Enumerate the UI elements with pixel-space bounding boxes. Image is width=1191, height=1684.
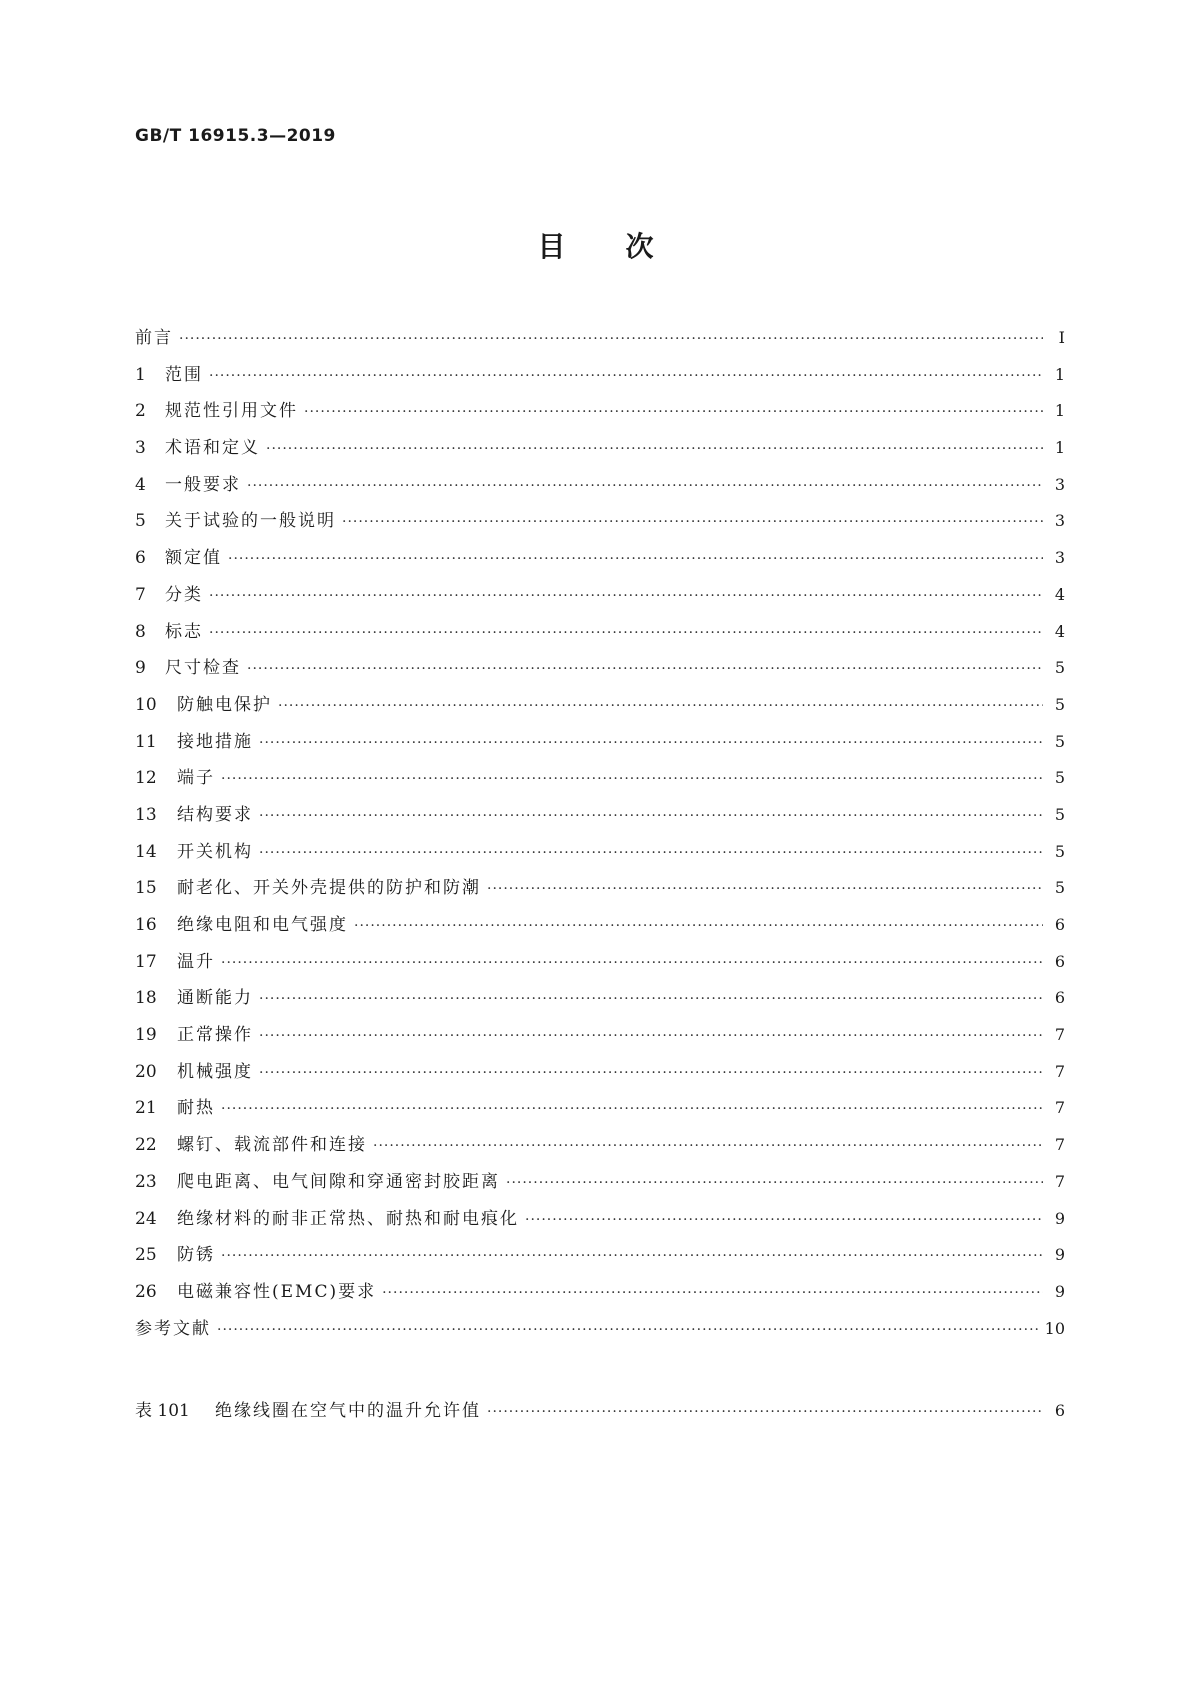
dot-leader (209, 615, 1043, 652)
toc-entry[interactable] (135, 503, 1065, 540)
toc-page: 5 (1054, 804, 1065, 824)
toc-page: 9 (1054, 1281, 1065, 1301)
toc-entry[interactable] (135, 430, 1065, 467)
toc-label: 防锈 (177, 1245, 215, 1266)
toc-label: 参考文献 (135, 1318, 211, 1339)
toc-number: 8 (135, 621, 146, 642)
toc-label: 规范性引用文件 (165, 401, 298, 422)
toc-number: 21 (135, 1098, 157, 1119)
toc-page: 3 (1054, 548, 1065, 568)
toc-label: 耐热 (177, 1098, 215, 1119)
page-title: 目次 (537, 230, 714, 263)
toc-page: 7 (1054, 1025, 1065, 1045)
toc-number: 12 (135, 768, 157, 789)
toc-number: 9 (135, 658, 146, 679)
toc-number: 23 (135, 1171, 157, 1192)
toc-entry[interactable] (135, 540, 1065, 577)
toc-entry[interactable] (135, 834, 1065, 871)
toc-label: 结构要求 (177, 804, 253, 825)
toc-number: 16 (135, 915, 157, 935)
toc-page: 7 (1054, 1098, 1065, 1118)
dot-leader (506, 1165, 1043, 1202)
table-entry[interactable] (135, 1393, 1065, 1430)
dot-leader (487, 1394, 1043, 1431)
toc-number: 26 (135, 1281, 157, 1302)
dot-leader (487, 871, 1043, 908)
toc-page: 7 (1054, 1061, 1065, 1081)
toc-number: 25 (135, 1245, 157, 1266)
toc-number: 2 (135, 401, 146, 422)
toc-entry[interactable] (135, 907, 1065, 944)
toc-page: 6 (1054, 988, 1065, 1008)
toc-number: 6 (135, 548, 146, 569)
toc-number: 11 (135, 731, 157, 752)
toc-number: 13 (135, 804, 157, 825)
toc-entry[interactable] (135, 687, 1065, 724)
toc-entry[interactable] (135, 1127, 1065, 1164)
toc-label: 绝缘材料的耐非正常热、耐热和耐电痕化 (177, 1208, 519, 1229)
toc-label: 前言 (135, 328, 173, 348)
toc-label: 标志 (165, 621, 203, 642)
table-label: 绝缘线圈在空气中的温升允许值 (215, 1401, 481, 1421)
toc-page: 9 (1054, 1208, 1065, 1228)
toc-number: 15 (135, 878, 157, 899)
toc-page: 3 (1054, 511, 1065, 531)
toc-page: 5 (1054, 694, 1065, 714)
dot-leader (221, 761, 1043, 798)
toc-entry[interactable] (135, 1274, 1065, 1311)
dot-leader (382, 1275, 1043, 1312)
table-page: 6 (1054, 1401, 1065, 1420)
toc-page: 4 (1054, 584, 1065, 604)
toc-number: 10 (135, 694, 157, 715)
dot-leader (247, 651, 1043, 688)
toc-entry[interactable] (135, 467, 1065, 504)
toc-page: 5 (1054, 768, 1065, 788)
toc-entry[interactable] (135, 980, 1065, 1017)
dot-leader (342, 504, 1043, 541)
dot-leader (179, 321, 1043, 358)
toc-number: 22 (135, 1135, 157, 1156)
toc-number: 18 (135, 988, 157, 1009)
toc-entry[interactable] (135, 1054, 1065, 1091)
toc-number: 5 (135, 511, 146, 532)
dot-leader (259, 1055, 1043, 1092)
toc-label: 关于试验的一般说明 (165, 511, 336, 532)
toc-entry[interactable] (135, 1017, 1065, 1054)
toc-label: 防触电保护 (177, 694, 272, 715)
toc-entry[interactable] (135, 357, 1065, 394)
toc-label: 接地措施 (177, 731, 253, 752)
toc-entry[interactable] (135, 1311, 1065, 1348)
toc-entry[interactable] (135, 724, 1065, 761)
toc-label: 爬电距离、电气间隙和穿通密封胶距离 (177, 1171, 500, 1192)
toc-label: 范围 (165, 364, 203, 385)
toc-label: 耐老化、开关外壳提供的防护和防潮 (177, 878, 481, 899)
toc-label: 术语和定义 (165, 438, 260, 459)
dot-leader (259, 1018, 1043, 1055)
toc-number: 20 (135, 1061, 157, 1082)
dot-leader (373, 1128, 1043, 1165)
dot-leader (266, 431, 1043, 468)
toc-label: 螺钉、载流部件和连接 (177, 1135, 367, 1156)
table-of-contents (135, 320, 1065, 1347)
toc-page: 4 (1054, 621, 1065, 641)
toc-entry[interactable] (135, 577, 1065, 614)
toc-entry[interactable] (135, 650, 1065, 687)
toc-label: 开关机构 (177, 841, 253, 862)
toc-entry[interactable] (135, 870, 1065, 907)
dot-leader (354, 908, 1043, 945)
dot-leader (259, 798, 1043, 835)
toc-label: 机械强度 (177, 1061, 253, 1082)
toc-page: 6 (1054, 951, 1065, 971)
toc-label: 一般要求 (165, 474, 241, 495)
toc-number: 1 (135, 364, 146, 385)
toc-entry[interactable] (135, 797, 1065, 834)
dot-leader (209, 578, 1043, 615)
toc-entry[interactable] (135, 760, 1065, 797)
toc-entry[interactable] (135, 1237, 1065, 1274)
dot-leader (259, 725, 1043, 762)
toc-page: 6 (1054, 915, 1065, 934)
toc-page: 5 (1054, 841, 1065, 861)
toc-page: 9 (1054, 1245, 1065, 1265)
toc-number: 14 (135, 841, 157, 862)
toc-page: 5 (1054, 878, 1065, 898)
toc-number: 19 (135, 1025, 157, 1046)
toc-entry[interactable] (135, 393, 1065, 430)
toc-entry[interactable] (135, 944, 1065, 981)
toc-page: 7 (1054, 1135, 1065, 1155)
list-of-tables (135, 1393, 1065, 1430)
dot-leader (259, 835, 1043, 872)
table-number: 表 101 (135, 1401, 190, 1421)
toc-label: 温升 (177, 951, 215, 972)
toc-label: 额定值 (165, 548, 222, 569)
toc-page: 10 (1044, 1318, 1065, 1338)
toc-entry[interactable] (135, 1090, 1065, 1127)
toc-page: 5 (1054, 658, 1065, 678)
dot-leader (221, 1091, 1043, 1128)
toc-page: 1 (1054, 364, 1065, 384)
toc-label: 通断能力 (177, 988, 253, 1009)
toc-page: 1 (1054, 438, 1065, 458)
toc-entry[interactable] (135, 1164, 1065, 1201)
dot-leader (217, 1312, 1039, 1349)
toc-number: 24 (135, 1208, 157, 1229)
dot-leader (259, 981, 1043, 1018)
toc-label: 绝缘电阻和电气强度 (177, 915, 348, 935)
toc-entry[interactable] (135, 614, 1065, 651)
dot-leader (304, 394, 1043, 431)
toc-number: 7 (135, 584, 146, 605)
dot-leader (247, 468, 1043, 505)
toc-page: 5 (1054, 731, 1065, 751)
toc-entry[interactable] (135, 320, 1065, 357)
toc-label: 分类 (165, 584, 203, 605)
dot-leader (228, 541, 1043, 578)
dot-leader (525, 1202, 1043, 1239)
toc-page: Ⅰ (1058, 328, 1065, 347)
toc-number: 3 (135, 438, 146, 459)
dot-leader (209, 358, 1043, 395)
toc-number: 17 (135, 951, 157, 972)
toc-label: 尺寸检查 (165, 658, 241, 679)
toc-number: 4 (135, 474, 146, 495)
toc-label: 电磁兼容性(EMC)要求 (177, 1281, 377, 1302)
toc-label: 正常操作 (177, 1025, 253, 1046)
toc-entry[interactable] (135, 1201, 1065, 1238)
toc-page: 1 (1054, 401, 1065, 421)
toc-page: 3 (1054, 474, 1065, 494)
dot-leader (278, 688, 1043, 725)
standard-number: GB/T 16915.3—2019 (135, 126, 336, 146)
dot-leader (221, 1238, 1043, 1275)
toc-label: 端子 (177, 768, 215, 789)
dot-leader (221, 945, 1043, 982)
toc-page: 7 (1054, 1171, 1065, 1191)
